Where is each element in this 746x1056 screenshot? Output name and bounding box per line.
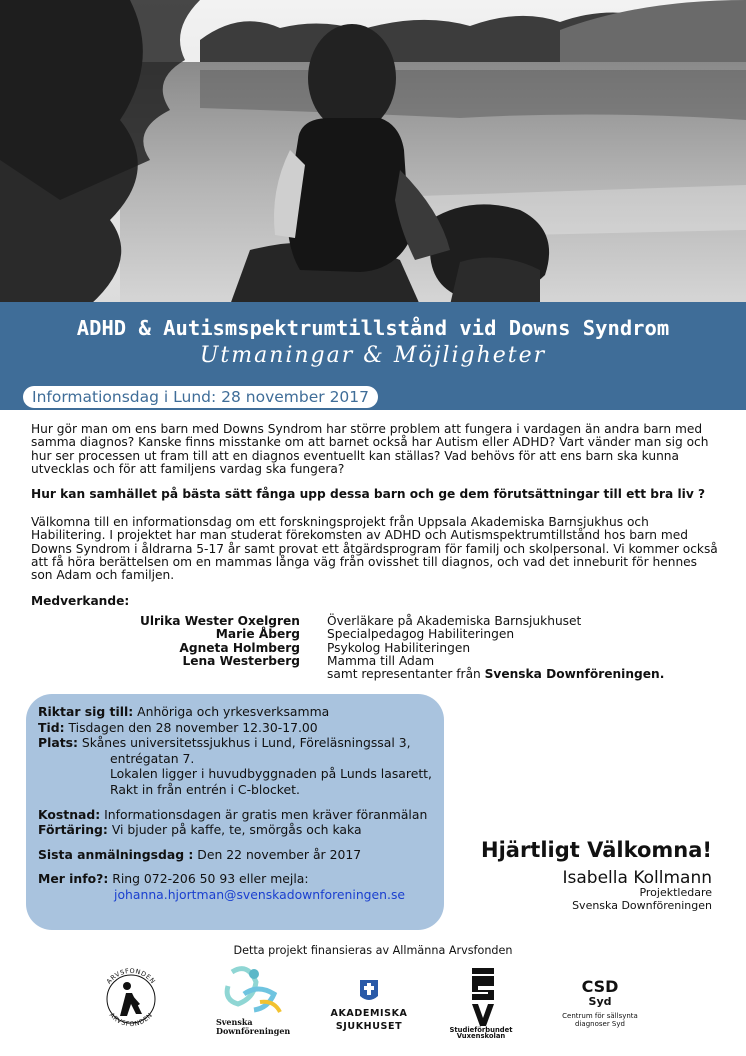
more-info-row: Mer info?: Ring 072-206 50 93 eller mejla:: [38, 871, 309, 887]
akademiska-name-line1: AKADEMISKA: [330, 1008, 408, 1019]
vuxenskolan-name-line2: Vuxenskolan: [456, 1032, 506, 1038]
arvsfonden-logo: [96, 964, 166, 1034]
participant-name: Ulrika Wester Oxelgren: [139, 614, 300, 628]
participant-row: [30, 628, 730, 641]
place-line-2: entrégatan 7.: [110, 750, 195, 766]
participants-list: [30, 615, 730, 681]
csd-caption-line1: Centrum för sällsynta: [562, 1012, 638, 1020]
event-info-box: [26, 694, 444, 930]
deadline-row: Sista anmälningsdag : Den 22 november år 2017: [38, 846, 362, 862]
downforeningen-name-line2: Downföreningen: [216, 1026, 291, 1036]
vuxenskolan-name-line1: Studieförbundet: [449, 1026, 513, 1034]
hero-photo: [0, 0, 746, 305]
cost-row: Kostnad: Informationsdagen är gratis men kräver föranmälan: [38, 806, 428, 822]
participant-role: Mamma till Adam: [327, 653, 435, 668]
page-subtitle: Utmaningar & Möjligheter: [199, 343, 547, 368]
key-question: Hur kan samhället på bästa sätt fånga upp dessa barn och ge dem förutsättningar till ett bra liv ?: [31, 487, 706, 501]
participant-name: Lena Westerberg: [182, 653, 300, 668]
akademiska-sjukhuset-logo: [326, 974, 412, 1034]
place-row: Plats: Skånes universitetssjukhus i Lund, Föreläsningssal 3,: [38, 735, 411, 751]
signer-title: Projektledare: [639, 886, 712, 899]
page-title: ADHD & Autismspektrumtillstånd vid Downs Syndrom: [76, 316, 670, 340]
participant-row: [30, 642, 730, 655]
csd-syd-logo: [550, 972, 650, 1034]
csd-name-line2: Syd: [588, 995, 612, 1008]
downforeningen-name-line1: Svenska: [216, 1017, 253, 1027]
signer-role: [572, 887, 712, 912]
food-row: Förtäring: Vi bjuder på kaffe, te, smörgås och kaka: [38, 822, 362, 838]
extra-representatives: samt representanter från: [327, 667, 485, 682]
downforeningen-logo: [214, 964, 294, 1040]
contact-email-link[interactable]: johanna.hjortman@svenskadownforeningen.se: [114, 886, 406, 902]
akademiska-name-line2: SJUKHUSET: [335, 1021, 403, 1032]
csd-caption-line2: diagnoser Syd: [575, 1020, 625, 1028]
time-row: Tid: Tisdagen den 28 november 12.30-17.00: [38, 719, 318, 735]
arvsfonden-ring-text-bottom: ARVSFONDEN: [107, 1011, 155, 1029]
place-line-4: Rakt in från entrén i C-blocket.: [110, 781, 300, 797]
intro-paragraph: Hur gör man om ens barn med Downs Syndrom har större problem att fungera i vardagen än andra barn med samma diagnos? Kanske finns misstanke om att barnet också har Autism eller ADHD? Vart vänder man sig och hur ser processen ut fram till att en diagnos eventuellt kan ställas? Vad behövs för att ens barn ska kunna utvecklas och för att familjens vardag ska fungera?: [31, 422, 709, 476]
signer-name: Isabella Kollmann: [562, 868, 712, 888]
title-band: [0, 302, 746, 410]
participant-extra-row: [30, 668, 730, 681]
participant-name: Agneta Holmberg: [179, 640, 300, 655]
vuxenskolan-logo: [448, 966, 514, 1038]
funding-note: Detta projekt finansieras av Allmänna Arvsfonden: [233, 944, 513, 957]
welcome-heading: Hjärtligt Välkomna!: [481, 838, 712, 862]
participant-row: [30, 615, 730, 628]
participant-role: Psykolog Habiliteringen: [327, 640, 471, 655]
signer-organisation: Svenska Downföreningen: [572, 898, 712, 912]
csd-name-line1: CSD: [581, 977, 619, 996]
participant-role: Överläkare på Akademiska Barnsjukhuset: [327, 614, 582, 628]
event-date-pill: Informationsdag i Lund: 28 november 2017: [23, 386, 378, 408]
participant-role: Specialpedagog Habiliteringen: [327, 627, 515, 642]
participant-name: Marie Åberg: [215, 627, 300, 642]
invitation-paragraph: Välkomna till en informationsdag om ett forskningsprojekt från Uppsala Akademiska Barnsjukhus och Habilitering. I projektet har man studerat förekomsten av ADHD och Autismspektrumtillstånd hos barn med Downs Syndrom i åldrarna 5-17 år samt provat ett åtgärdsprogram för familj och skolpersonal. Vi kommer också att få höra berättelsen om en mammas långa väg från ovisshet till diagnos, och vad det inneburit för hennes son Adam och familjen.: [31, 515, 718, 583]
place-line-3: Lokalen ligger i huvudbyggnaden på Lunds lasarett,: [110, 766, 432, 782]
extra-organisation: Svenska Downföreningen.: [484, 667, 665, 682]
participant-row: [30, 655, 730, 668]
target-row: Riktar sig till: Anhöriga och yrkesverksamma: [38, 704, 330, 719]
arvsfonden-ring-text: ARVSFONDEN: [104, 966, 158, 986]
participants-heading: Medverkande:: [31, 594, 130, 608]
